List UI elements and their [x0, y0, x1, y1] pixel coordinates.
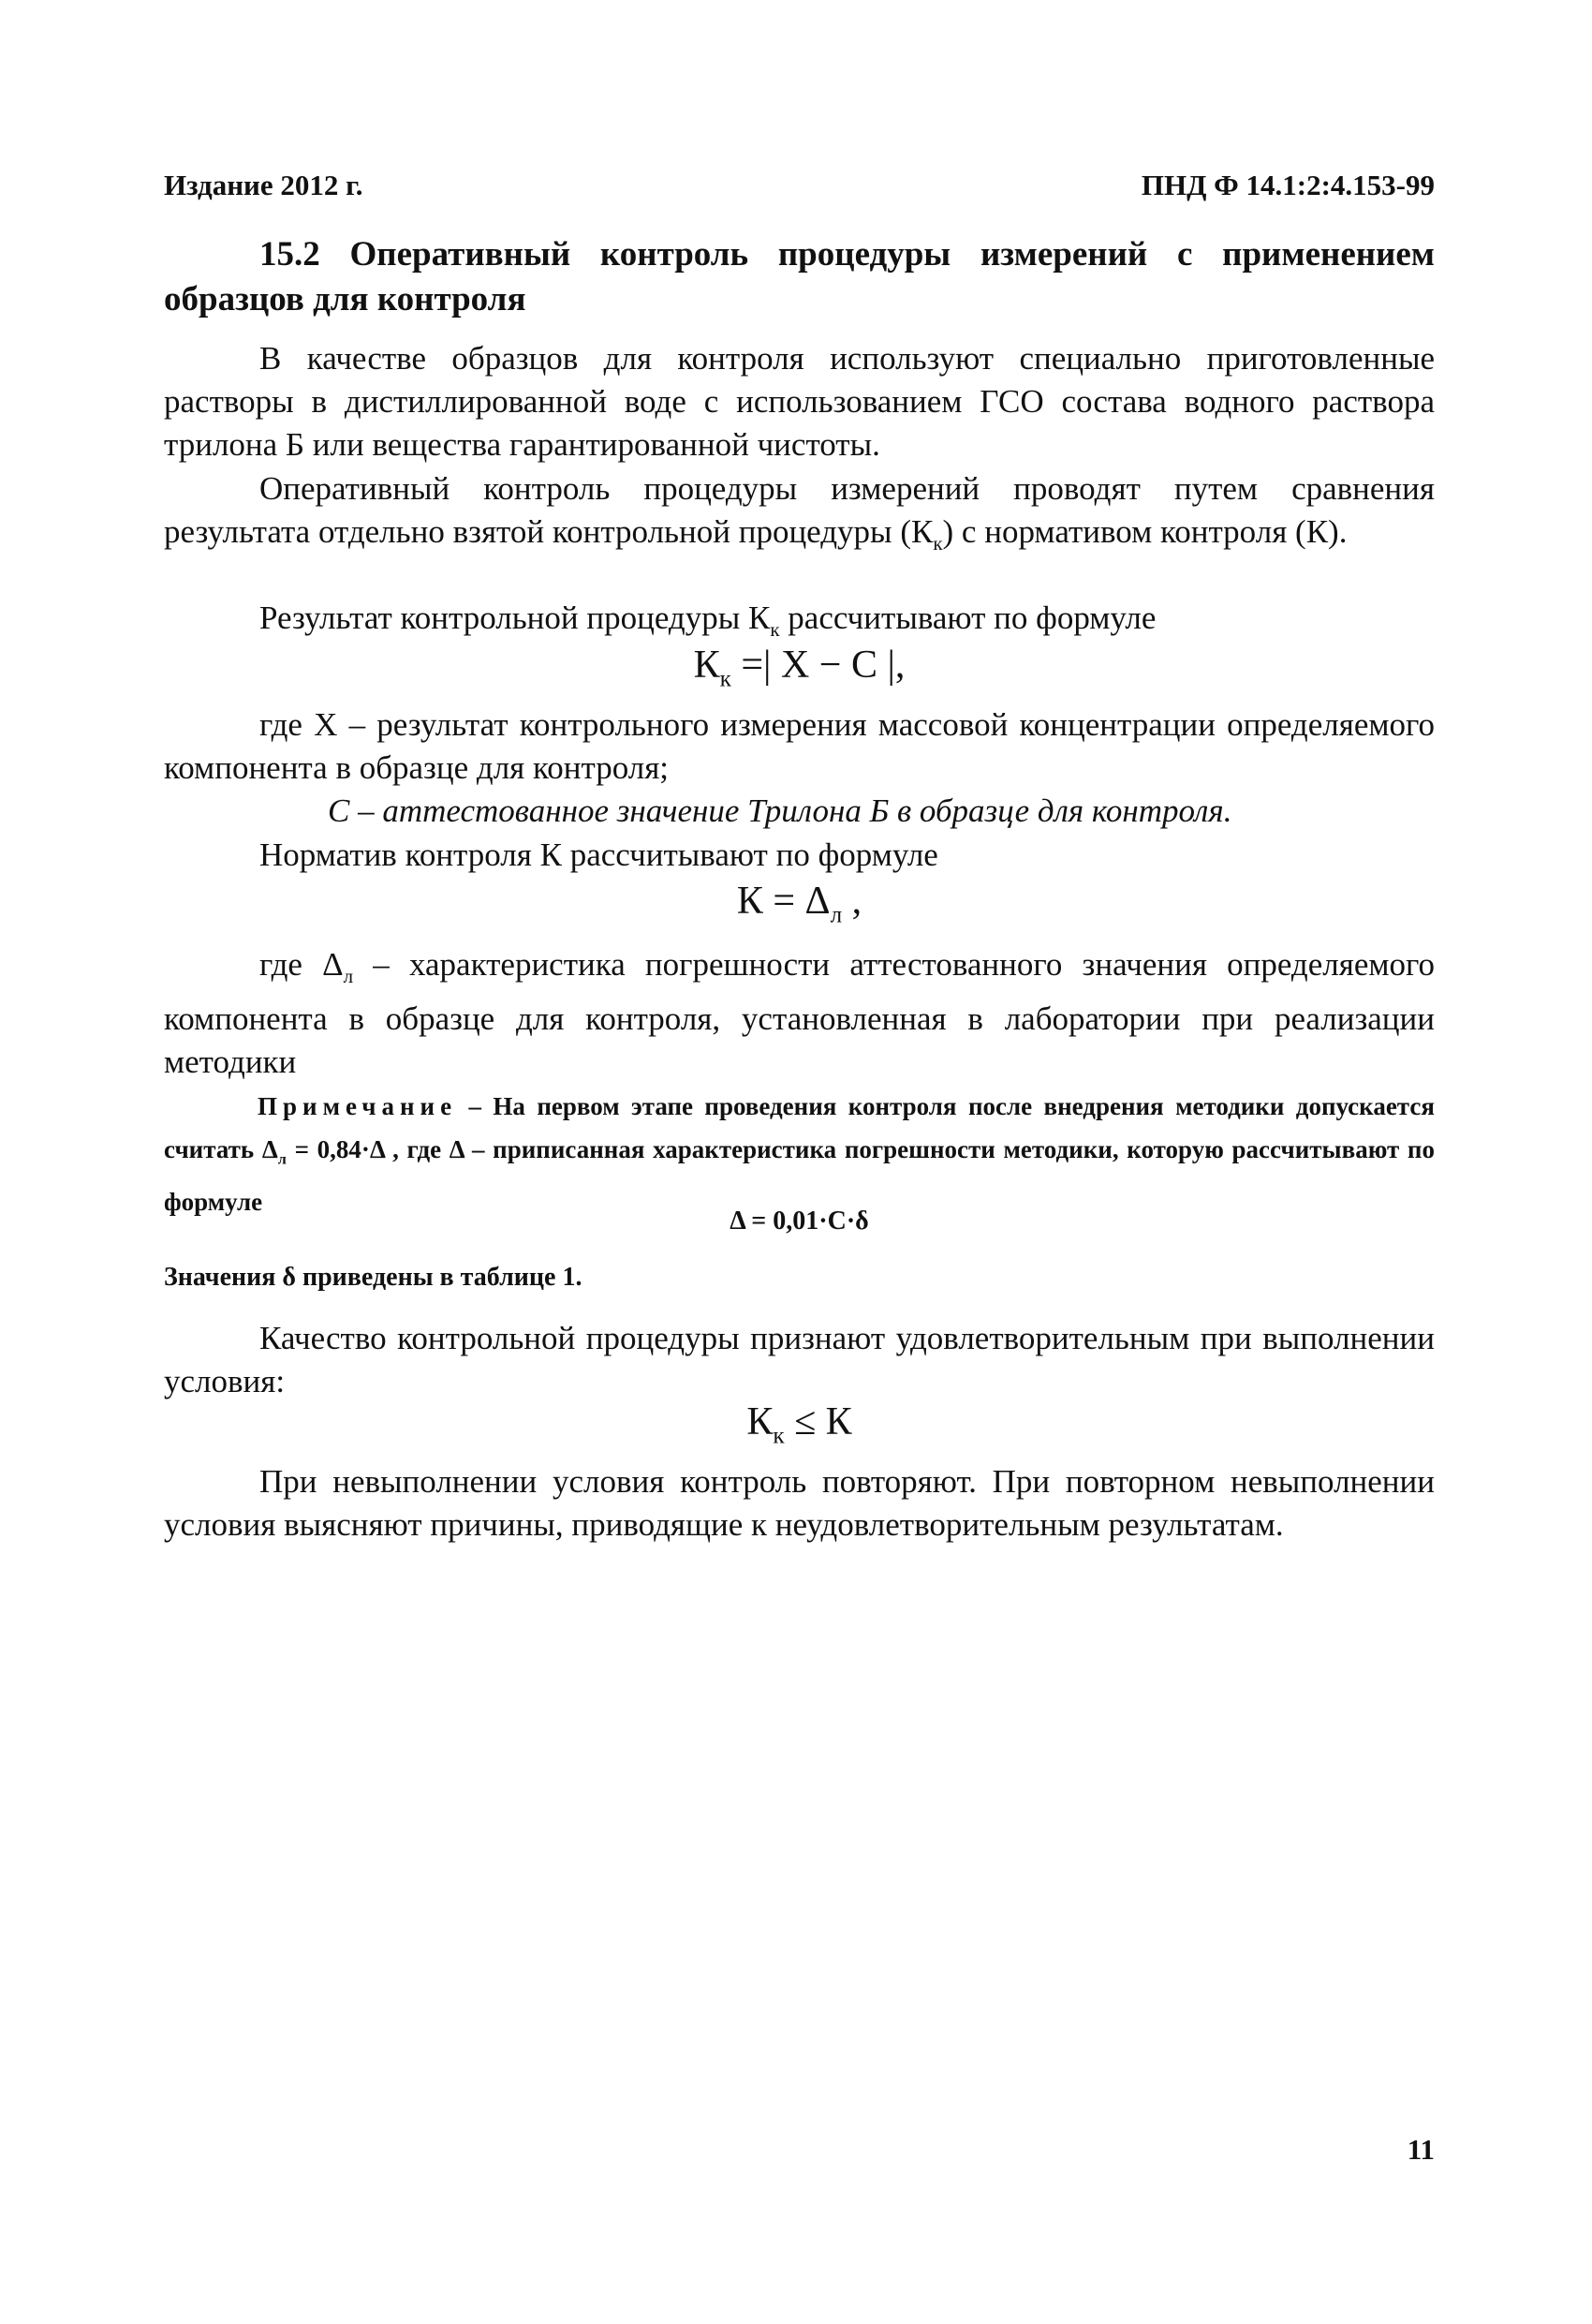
formula-delta: Δ = 0,01·C·δ [730, 1206, 869, 1236]
note-label: Примечание [258, 1092, 458, 1120]
paragraph-samples: В качестве образцов для контроля используют специально приготовленные растворы в дистиллированной воде с использованием ГСО состава водного раствора трилона Б или вещества гарантированной чистоты. [164, 340, 1435, 463]
paragraph-c-definition: С – аттестованное значение Трилона Б в образце для контроля. [328, 792, 1232, 829]
formula-kk: $К_к$ =| X − C |, [693, 644, 906, 692]
paragraph-delta-definition: где $\Delta_л$ – характеристика погрешности аттестованного значения определяемого компонента в образце для контроля, установленная в лаборатории при реализации методики [164, 946, 1435, 1080]
formula-condition: $К_к \le К$ [746, 1400, 852, 1449]
paragraph-x-definition: где X – результат контрольного измерения массовой концентрации определяемого компонента в образце для контроля; [164, 706, 1435, 786]
note-block: Примечание – На первом этапе проведения контроля после внедрения методики допускается считать $\Delta_л = 0,84\cdot\Delta$ , где Δ – приписанная характеристика погрешности методики, которую рассчитывают по формуле [164, 1092, 1435, 1217]
edition-label: Издание 2012 г. [164, 169, 363, 201]
paragraph-norm-formula-intro: Норматив контроля К рассчитывают по формуле [259, 836, 938, 873]
paragraph-delta-values-note: Значения δ приведены в таблице 1. [164, 1263, 582, 1292]
formula-k: $К = \Delta_л$ , [736, 880, 862, 928]
section-title: 15.2 Оперативный контроль процедуры измерений с применением образцов для контроля [164, 235, 1435, 318]
document-code: ПНД Ф 14.1:2:4.153-99 [1141, 169, 1435, 201]
paragraph-result-formula-intro: Результат контрольной процедуры $К_к$ рассчитывают по формуле [259, 600, 1157, 641]
page-number: 11 [1407, 2133, 1435, 2166]
paragraph-repeat-control: При невыполнении условия контроль повторяют. При повторном невыполнении условия выясняют причины, приводящие к неудовлетворительным результатам. [164, 1463, 1435, 1543]
paragraph-quality-condition: Качество контрольной процедуры признают удовлетворительным при выполнении условия: [164, 1320, 1435, 1399]
paragraph-operative-control: Оперативный контроль процедуры измерений проводят путем сравнения результата отдельно взятой контрольной процедуры $(К_к)$ с нормативом контроля (К). [164, 470, 1435, 555]
